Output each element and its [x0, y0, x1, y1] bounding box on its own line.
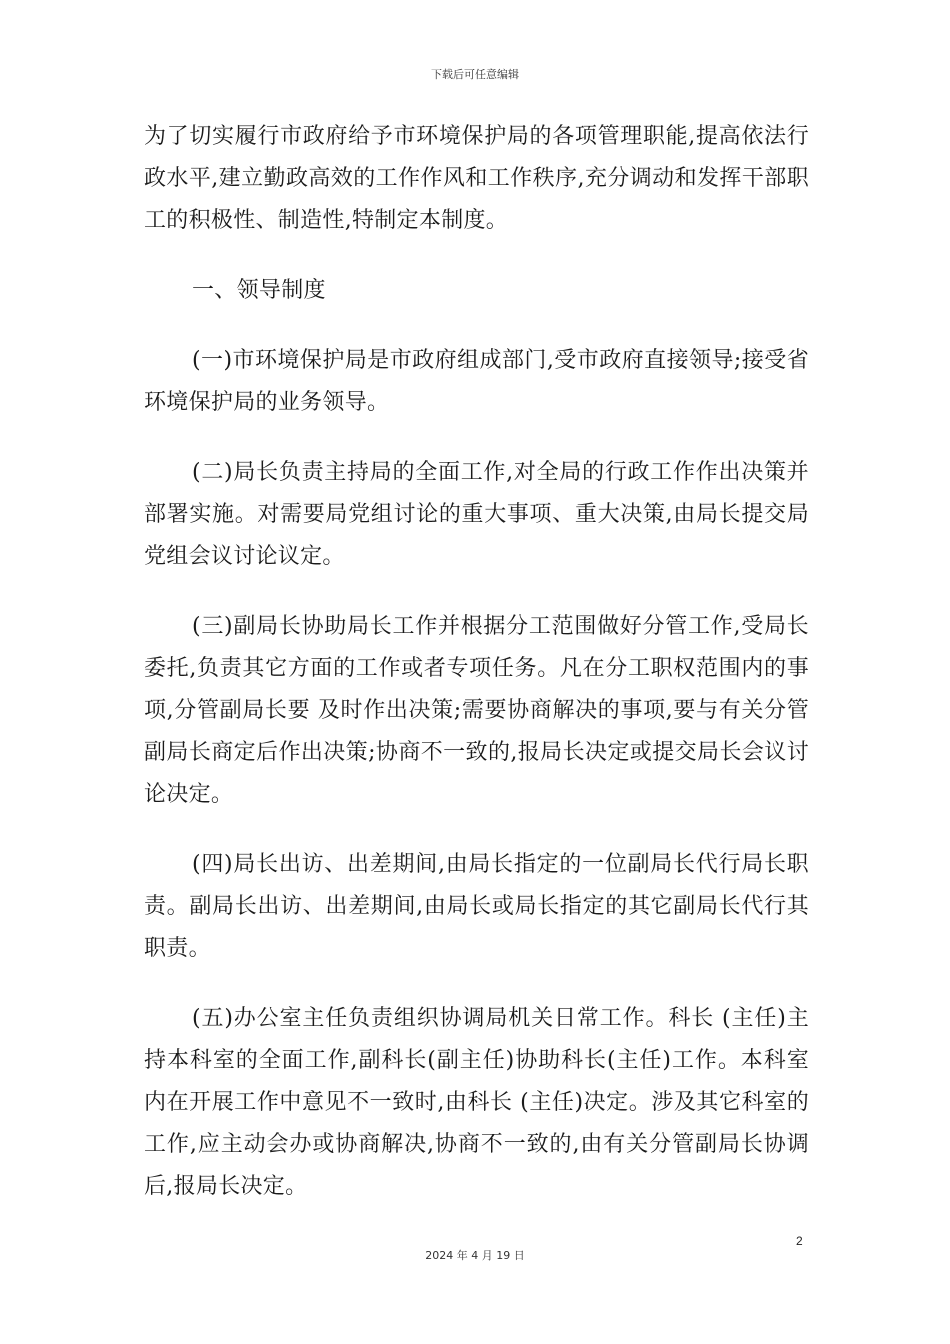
paragraph-spacer	[144, 816, 809, 844]
document-body	[144, 116, 809, 1208]
paragraph-spacer	[144, 312, 809, 340]
intro-paragraph: 为了切实履行市政府给予市环境保护局的各项管理职能,提高依法行政水平,建立勤政高效的工作作风和工作秩序,充分调动和发挥干部职工的积极性、制造性,特制定本制度。	[144, 124, 809, 233]
page-header: 下载后可任意编辑	[431, 68, 519, 81]
clause-3-paragraph: (三)副局长协助局长工作并根据分工范围做好分管工作,受局长委托,负责其它方面的工作或者专项任务。凡在分工职权范围内的事项,分管副局长要 及时作出决策;需要协商解决的事项,要与有关分管副局长商定后作出决策;协商不一致的,报局长决定或提交局长会议讨论决定。	[144, 614, 809, 807]
page-footer-date: 2024 年 4 月 19 日	[425, 1249, 525, 1262]
section-heading-leadership: 一、领导制度	[192, 278, 326, 303]
clause-2-paragraph: (二)局长负责主持局的全面工作,对全局的行政工作作出决策并部署实施。对需要局党组讨论的重大事项、重大决策,由局长提交局党组会议讨论议定。	[144, 460, 809, 569]
clause-1-paragraph: (一)市环境保护局是市政府组成部门,受市政府直接领导;接受省环境保护局的业务领导。	[144, 348, 809, 415]
clause-4-paragraph: (四)局长出访、出差期间,由局长指定的一位副局长代行局长职责。副局长出访、出差期间,由局长或局长指定的其它副局长代行其职责。	[144, 852, 809, 961]
paragraph-spacer	[144, 242, 809, 270]
page-number: 2	[796, 1234, 803, 1248]
paragraph-spacer	[144, 970, 809, 998]
paragraph-spacer	[144, 578, 809, 606]
paragraph-spacer	[144, 424, 809, 452]
clause-5-paragraph: (五)办公室主任负责组织协调局机关日常工作。科长 (主任)主持本科室的全面工作,副科长(副主任)协助科长(主任)工作。本科室内在开展工作中意见不一致时,由科长 (主任)决定。涉及其它科室的工作,应主动会办或协商解决,协商不一致的,由有关分管副局长协调后,报局长决定。	[144, 1006, 809, 1199]
